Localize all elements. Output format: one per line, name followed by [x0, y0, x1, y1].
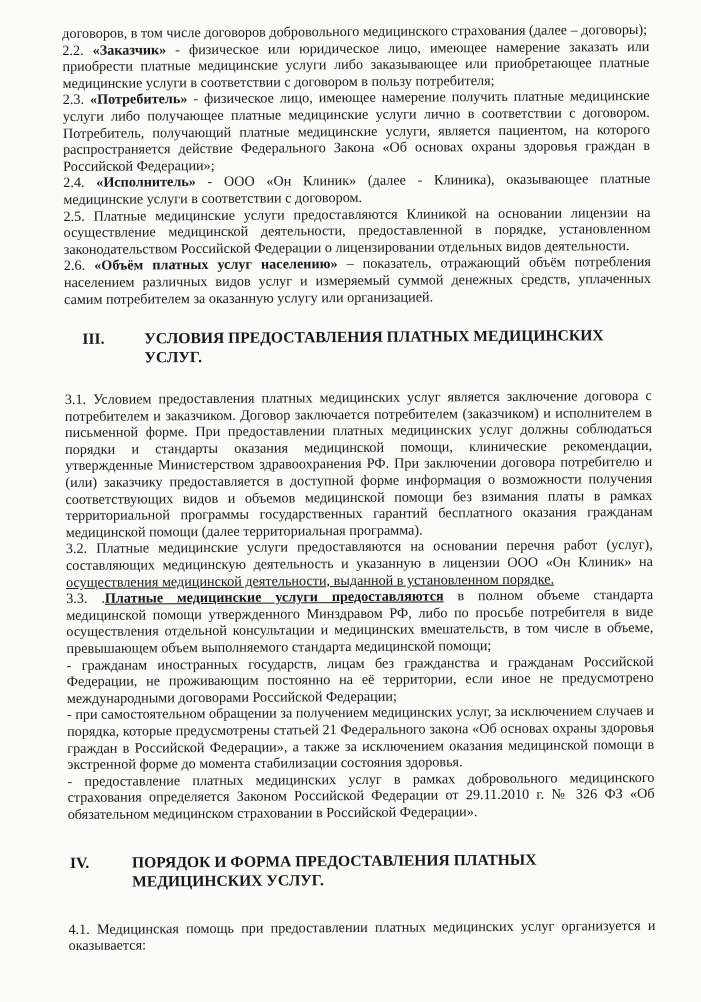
clause-text: - ООО «Он Клиник» (далее - Клиника), оказывающее платные медицинские услуги в соответствии с договором.: [63, 171, 651, 208]
bullet-self-referral: - при самостоятельном обращении за получением медицинских услуг, за исключением случаев и порядка, которые предусмотрены статьей 21 Федерального закона «Об основах охраны здоровья граждан в Российской Федерации», а также за исключением оказания медицинской помощи в экстренной форме до момента стабилизации состояния здоровья.: [66, 703, 655, 774]
clause-number: 2.6.: [63, 258, 86, 275]
term-potrebitel: «Потребитель»: [89, 91, 188, 109]
section-heading-3: [64, 326, 651, 368]
term-zakazchik: «Заказчик»: [92, 41, 167, 59]
paragraph-3-1: 3.1. Условием предоставления платных медицинских услуг является заключение договора с потребителем и заказчиком. Договор заключается потребителем (заказчиком) и исполнителем в письменной форме. При предоставлении платных медицинских услуг должны соблюдаться порядки и стандарты оказания медицинской помощи, клинические рекомендации, утвержденные Министерством здравоохранения РФ. При заключении договора потребителю и (или) заказчику предоставляется в доступной форме информация о возможности получения соответствующих видов и объемов медицинской помощи без взимания платы в рамках территориальной программы государственных гарантий бесплатного оказания гражданам медицинской помощи (далее территориальная программа).: [64, 388, 653, 541]
section-title: УСЛОВИЯ ПРЕДОСТАВЛЕНИЯ ПЛАТНЫХ МЕДИЦИНСКИХ УСЛУГ.: [144, 327, 604, 367]
term-obem-uslug: «Объём платных услуг населению»: [94, 256, 338, 275]
clause-number: 2.3.: [62, 92, 85, 109]
clause-number: 3.3. .: [66, 590, 105, 608]
clause-text: – показатель, отражающий объём потребления населением различных видов услуг и измеряемый суммой денежных средств, уплаченных самим потребителем за оказанную услугу или организацией.: [63, 254, 652, 308]
clause-text: в полном объеме стандарта медицинской помощи утвержденного Минздравом РФ, либо по просьбе потребителя в виде осуществления отдельной консультации и медицинских вмешательств, в том числе в объеме, превышающем объем выполняемого стандарта медицинской помощи;: [66, 587, 654, 657]
section-title: ПОРЯДОК И ФОРМА ПРЕДОСТАВЛЕНИЯ ПЛАТНЫХ МЕДИЦИНСКИХ УСЛУГ.: [131, 851, 537, 891]
bullet-voluntary-insurance: - предоставление платных медицинских услуг в рамках добровольного медицинского страхования определяется Законом Российской Федерации от 29.11.2010 г. № 326 ФЗ «Об обязательном медицинском страховании в Российской Федерации».: [67, 769, 655, 823]
paragraph-2-3: [63, 88, 651, 175]
section-number: IV.: [69, 854, 90, 872]
section-heading-4: [68, 849, 655, 891]
clause-number: 2.4.: [63, 175, 85, 192]
paragraph-3-3: [66, 587, 653, 657]
clause-number: 2.2.: [62, 42, 84, 59]
bullet-foreigners: - гражданам иностранных государств, лицам без гражданства и гражданам Российской Федерации, не проживающим постоянно на её территории, если иное не предусмотрено международными договорами Российской Федерации;: [66, 653, 654, 707]
clause-text: - физическое или юридическое лицо, имеющее намерение заказать или приобрести платные медицинские услуги либо заказывающее или приобретающее платные медицинские услуги в соответствии с договором в пользу потребителя;: [62, 38, 650, 92]
paragraph-2-2: [62, 39, 649, 93]
paragraph-3-2: 3.2. Платные медицинские услуги предоставляются на основании перечня работ (услуг), составляющих медицинскую деятельность и указанную в лицензии ООО «Он Клиник» на осуществления медицинской деятельности, выданной в установленном порядке.: [65, 537, 653, 591]
section-number: III.: [82, 330, 105, 348]
paragraph-2-5: 2.5. Платные медицинские услуги предоставляются Клиникой на основании лицензии на осуществление медицинской деятельности, предоставленной в порядке, установленном законодательством Российской Федерации о лицензировании отдельных видов деятельности.: [63, 204, 651, 258]
underlined-text: осуществления медицинской деятельности, выданной в установленном порядке.: [66, 571, 555, 591]
paragraph-2-1-tail: договоров, в том числе договоров добровольного медицинского страхования (далее – договоры);: [62, 21, 648, 43]
clause-text: - физическое лицо, имеющее намерение получить платные медицинские услуги либо получающее платные медицинские услуги лично в соответствии с договором. Потребитель, получающий платные медицинские услуги, является пациентом, на которого распространяется действие Федерального Закона «Об основах охраны здоровья граждан в Российской Федерации»;: [62, 88, 651, 175]
paragraph-2-6: [64, 254, 651, 308]
paragraph-2-4: [63, 171, 650, 208]
term-ispolnitel: «Исполнитель»: [96, 174, 196, 192]
paragraph-4-1: 4.1. Медицинская помощь при предоставлении платных медицинских услуг организуется и оказывается:: [68, 917, 656, 955]
bold-underlined-term: Платные медицинские услуги предоставляются: [104, 588, 444, 607]
